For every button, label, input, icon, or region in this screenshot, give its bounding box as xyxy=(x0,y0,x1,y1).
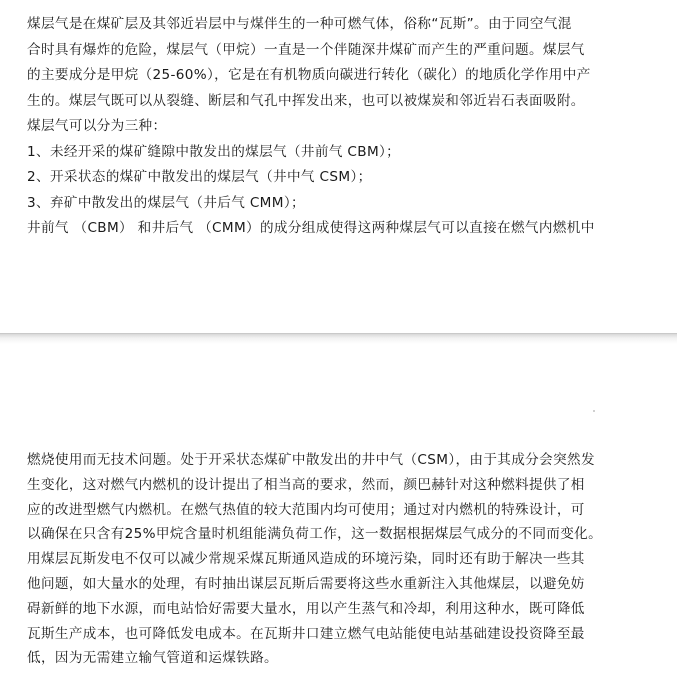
text-line: 煤层气可以分为三种： xyxy=(27,118,167,134)
text-line: 瓦斯生产成本，也可降低发电成本。在瓦斯井口建立燃气电站能使电站基础建设投资降至最 xyxy=(27,625,585,642)
text-line: 的主要成分是甲烷（25-60%），它是在有机物质向碳进行转化（碳化）的地质化学作用中产 xyxy=(27,67,591,83)
text-line: 生的。煤层气既可以从裂缝、断层和气孔中挥发出来，也可以被煤炭和邻近岩石表面吸附。 xyxy=(27,92,585,109)
text-line: 用煤层瓦斯发电不仅可以减少常规采煤瓦斯通风造成的环境污染，同时还有助于解决一些其 xyxy=(27,551,585,568)
text-line: 他问题，如大量水的处理，有时抽出谋层瓦斯后需要将这些水重新注入其他煤层，以避免妨 xyxy=(27,575,585,592)
text-line: 应的改进型燃气内燃机。在燃气热值的较大范围内均可使用；通过对内燃机的特殊设计，可 xyxy=(27,501,585,518)
paragraph-block-top xyxy=(27,12,651,242)
paragraph-block-bottom xyxy=(27,448,651,671)
text-line: 以确保在只含有25%甲烷含量时机组能满负荷工作，这一数据根据煤层气成分的不同而变化。 xyxy=(27,526,603,543)
text-line: 生变化，这对燃气内燃机的设计提出了相当高的要求，然而，颜巴赫针对这种燃料提供了相 xyxy=(27,476,585,493)
list-item: 3、弃矿中散发出的煤层气（井后气 CMM）； xyxy=(27,194,305,211)
text-line: 燃烧使用而无技术问题。处于开采状态煤矿中散发出的井中气（CSM），由于其成分会突然发 xyxy=(27,452,595,468)
page-break-divider xyxy=(0,333,677,344)
text-line: 井前气 （CBM） 和井后气 （CMM）的成分组成使得这两种煤层气可以直接在燃气内燃机中 xyxy=(27,220,595,236)
scan-speck xyxy=(593,410,595,412)
list-item: 1、未经开采的煤矿缝隙中散发出的煤层气（井前气 CBM）； xyxy=(27,143,401,160)
text-line: 碍新鲜的地下水源，而电站恰好需要大量水，用以产生蒸气和冷却，利用这种水，既可降低 xyxy=(27,600,585,617)
text-line: 煤层气是在煤矿层及其邻近岩层中与煤伴生的一种可燃气体，俗称“瓦斯”。由于同空气混 xyxy=(27,16,572,32)
text-line: 合时具有爆炸的危险，煤层气（甲烷）一直是一个伴随深井煤矿而产生的严重问题。煤层气 xyxy=(27,41,585,58)
text-line: 低，因为无需建立输气管道和运煤铁路。 xyxy=(27,650,278,667)
list-item: 2、开采状态的煤矿中散发出的煤层气（井中气 CSM）； xyxy=(27,169,372,185)
